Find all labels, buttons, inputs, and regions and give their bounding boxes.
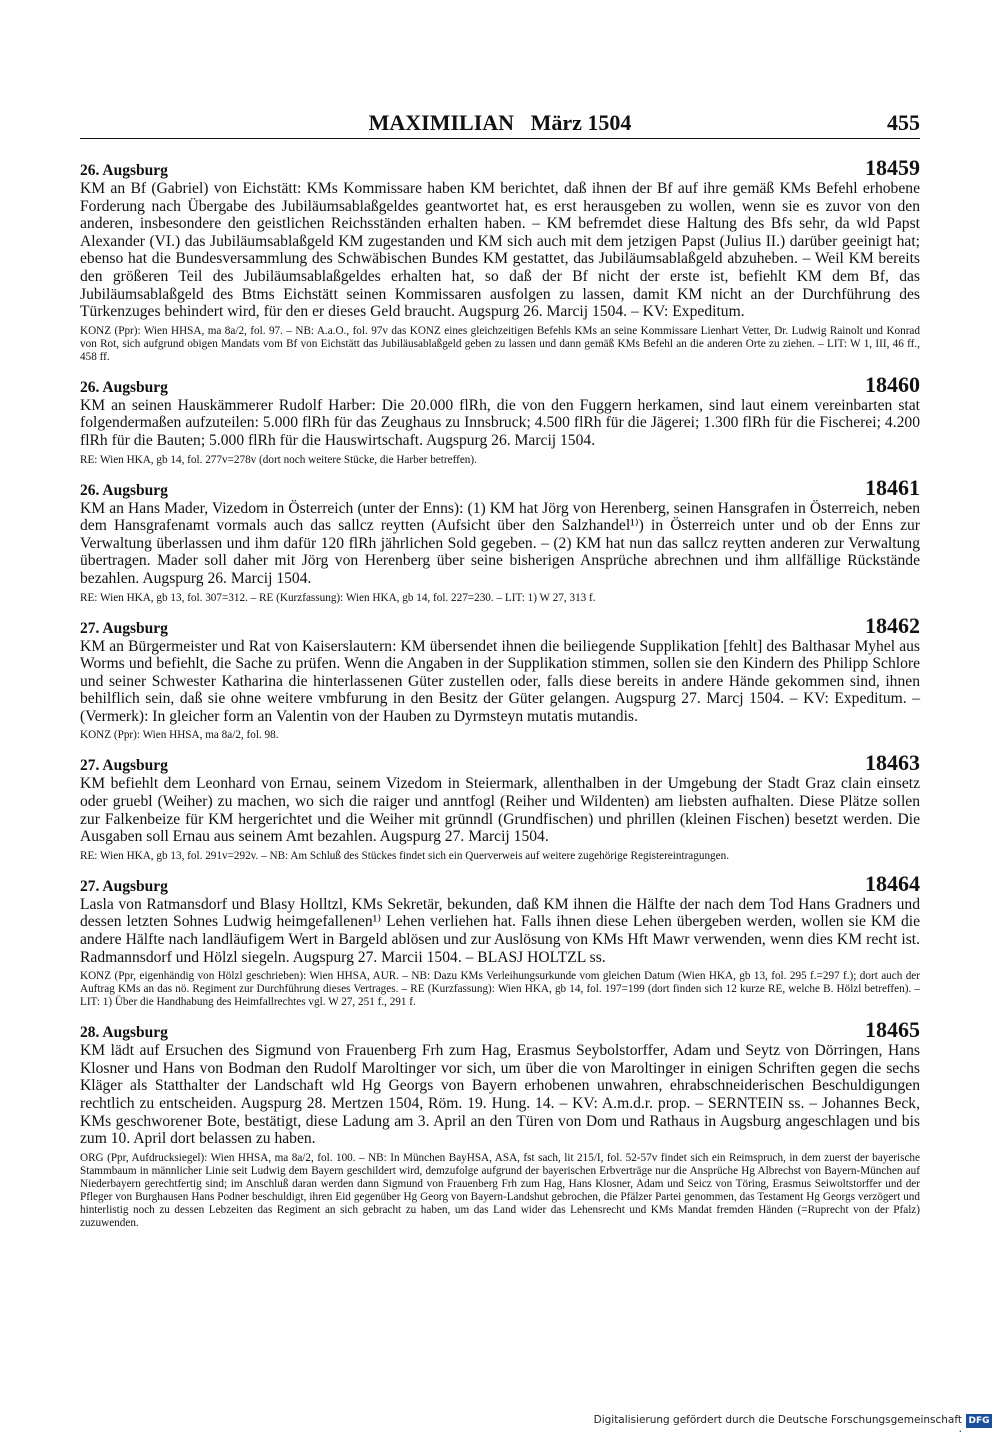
entry-number: 18464: [865, 870, 920, 896]
entry-place-date: 27. Augsburg: [80, 619, 168, 637]
entry-text: KM an Hans Mader, Vizedom in Österreich (unter der Enns): (1) KM hat Jörg von Herenberg, seinen Hansgrafen in Österreich, neben dem Hansgrafenamt vormals auch das sallcz reytten (Aufsicht über den Salzhandel¹⁾) in Österreich unter und ob der Enns zur Verwaltung überlassen und ihm dafür 120 flRh jährlichen Sold gegeben. – (2) KM hat nun das sallcz reytten anderen zur Verwaltung übertragen. Mader soll daher mit Jörg von Herenberg über seine bisherigen Ansprüche abrechnen und ihm allfällige Rückstände bezahlen. Augspurg 26. Marcij 1504.: [80, 499, 920, 587]
entry-place-date: 28. Augsburg: [80, 1024, 168, 1042]
entry: [80, 155, 920, 364]
entry-number: 18459: [865, 155, 920, 180]
entry-text: KM befiehlt dem Leonhard von Ernau, seinem Vizedom in Steiermark, allenthalben in der Umgebung der Stadt Graz clain einsetz oder gruebl (Weiher) zu machen, wo sich die raiger und anntfogl (Reiher und Wildenten) am liebsten aufhalten. Diese Plätze sollen zur Falkenbeize für KM hergerichtet und die Weiher mit grünndl (Grundfischen) und phrillen (kleinen Fischen) besetzt werden. Die Ausgaben soll Ernau aus seinem Amt bezahlen. Augspurg 27. Marcij 1504.: [80, 775, 920, 846]
entry-place-date: 26. Augsburg: [80, 162, 168, 179]
entry-note: RE: Wien HKA, gb 14, fol. 277v=278v (dort noch weitere Stücke, die Harber betreffen).: [80, 453, 477, 466]
entry: [80, 750, 920, 862]
entry-number: 18461: [865, 474, 920, 500]
header-title: MAXIMILIAN März 1504: [368, 110, 632, 135]
entry: [80, 1017, 920, 1230]
entry-text: KM an seinen Hauskämmerer Rudolf Harber: Die 20.000 flRh, die von den Fuggern herkamen, sind laut einem vereinbarten stat folgendermaßen aufzuteilen: 5.000 flRh für das Zeughaus zu Innsbruck; 4.500 flRh für die Jägerei; 1.300 flRh für die Fischerei; 4.200 flRh für die Bauten; 5.000 flRh für die Hauswirtschaft. Augspurg 26. Marcij 1504.: [80, 396, 920, 449]
header-rule: [80, 138, 920, 139]
entry-heading: [80, 1017, 920, 1043]
entry-note: ORG (Ppr, Aufdrucksiegel): Wien HHSA, ma 8a/2, fol. 100. – NB: In München BayHSA, ASA, fst sach, lit 215/I, fol. 52-57v findet sich ein Reimspruch, in dem zuerst der bayerische Stammbaum in männlicher Linie seit Ludwig dem Bayern geschildert wird, demzufolge aufgrund der bayerischen Erbverträge nur die Ansprüche Hg Albrechst von Bayern-München auf Niederbayern gerechtfertig sind; im Anschluß daran werden dann Sigmund von Frauenberg Frh zum Hag, Hans Klosner, Adam und Seicz von Töring, Erasmus Seiwoltstorffer und der Pfleger von Burghausen Hans Podner beschuldigt, ihren Eid gegenüber Hg Georg von Bayern-Landshut gebrochen, die Pfälzer Partei genommen, das Testament Hg Georgs verzögert und hinterlistig noch zu dessen Lebzeiten das Regiment an sich gebracht zu haben, um das Land wider das Lehensrecht und KMs Mandat fremden Händen (=Ruprecht von der Pfalz) zuzuwenden.: [80, 1151, 920, 1229]
entry: [80, 371, 920, 467]
entry-text: KM lädt auf Ersuchen des Sigmund von Frauenberg Frh zum Hag, Erasmus Seybolstorffer, Adam und Seytz von Dörringen, Hans Klosner und Hans von Bodman den Rudolf Maroltinger vor sich, um über die von Maroltinger in einigen Schriften gegen die sechs Kläger als Statthalter der Landschaft wld Hg Georgs von Bayern erhobenen unwahren, ehrabschneiderischen Beschuldigungen rechtlich zu entscheiden. Augspurg 28. Mertzen 1504, Röm. 19. Hung. 14. – KV: A.m.d.r. prop. – SERNTEIN ss. – Johannes Beck, KMs geschworener Bote, bestätigt, diese Ladung am 3. April an den Türen von Dom und Rathaus in Augsburg angeschlagen und bis zum 10. April dort belassen zu haben.: [80, 1042, 920, 1148]
dfg-logo-icon: DFG: [966, 1414, 992, 1428]
page-number: 455: [887, 110, 920, 135]
entries-list: [80, 155, 920, 1241]
entry-note: KONZ (Ppr): Wien HHSA, ma 8a/2, fol. 97. – NB: A.a.O., fol. 97v das KONZ eines gleichzeitigen Befehls KMs an seine Kommissare Lienhart Vetter, Dr. Ludwig Rainolt und Konrad von Rot, sich aufgrund obigen Mandats vom Bf von Eichstätt das Jubiläusablaßgeld geben zu lassen und dann gemäß KMs Befehl an die anderen Orte zu ziehen. – LIT: W 1, III, 46 ff., 458 ff.: [80, 324, 920, 363]
entry-place-date: 27. Augsburg: [80, 757, 168, 775]
entry-text: KM an Bf (Gabriel) von Eichstätt: KMs Kommissare haben KM berichtet, daß ihnen der Bf auf ihre gemäß KMs Befehl erhobene Forderung nach Übergabe des Jubiläumsablaßgeldes geantwortet hat, es erst herausgeben zu wollen, wenn sie es zuvor von den anderen, insbesondere den geistlichen Reichsständen erhalten haben. – KM befremdet diese Haltung des Bfs sehr, da wld Papst Alexander (VI.) das Jubiläumsablaßgeld KM zugestanden und KM sich auch mit dem jetzigen Papst (Julius II.) darüber geeinigt hat; ebenso hat die Bundesversammlung des Schwäbischen Bundes KM gestattet, das Jubiläumsablaßgeld abzuheben. – Weil KM bereits den größeren Teil des Jubiläumsablaßgeldes erhalten hat, so daß der Bf nicht der erste ist, befiehlt KM dem Bf, das Jubiläumsablaßgeld des Btms Eichstätt seinen Kommissaren ausfolgen zu lassen, damit KM nicht an der Durchführung des Türkenzuges behindert wird, für den er dieses Geld braucht. Augspurg 26. Marcij 1504. – KV: Expeditum.: [80, 180, 920, 321]
entry-heading: [80, 750, 920, 776]
entry-heading: [80, 870, 920, 896]
entry: [80, 870, 920, 1009]
entry-text: Lasla von Ratmansdorf und Blasy Holltzl, KMs Sekretär, bekunden, daß KM ihnen die Hälfte der nach dem Tod Hans Gradners und dessen letzten Sohnes Ludwig heimgefallenen¹⁾ Lehen verliehen hat. Falls ihnen diese Lehen übergeben werden, wollen sie KM die andere Hälfte nach landläufigem Wert in Bargeld ablösen und zur Auslösung von KMs Hft Mawr verwenden, wenn dies KM recht ist. Radmannsdorf und Hölzl siegeln. Augspurg 27. Marcii 1504. – BLASJ HOLTZL ss.: [80, 895, 920, 966]
entry-heading: [80, 612, 920, 638]
entry-place-date: 26. Augsburg: [80, 481, 168, 499]
entry: [80, 612, 920, 743]
entry-note: RE: Wien HKA, gb 13, fol. 307=312. – RE (Kurzfassung): Wien HKA, gb 14, fol. 227=230. – LIT: 1) W 27, 313 f.: [80, 591, 596, 604]
entry-number: 18462: [865, 612, 920, 638]
entry-heading: [80, 474, 920, 500]
entry-place-date: 27. Augsburg: [80, 877, 168, 895]
entry-number: 18463: [865, 750, 920, 776]
entry-number: 18465: [865, 1017, 920, 1043]
entry-heading: [80, 155, 920, 180]
entry-note: KONZ (Ppr, eigenhändig von Hölzl geschrieben): Wien HHSA, AUR. – NB: Dazu KMs Verleihungsurkunde vom gleichen Datum (Wien HKA, gb 13, fol. 295 f.=297 f.); dort auch der Auftrag KMs an das nö. Regiment zur Durchführung dieses Vertrages. – RE (Kurzfassung): Wien HKA, gb 14, fol. 197=199 (dort finden sich 12 kurze RE, welche B. Hölzl betreffen). – LIT: 1) Über die Handhabung des Heimfallrechtes vgl. W 27, 251 f., 291 f.: [80, 970, 920, 1009]
digitization-credit: Digitalisierung gefördert durch die Deutsche Forschungsgemeinschaft ·: [593, 1414, 962, 1438]
running-header: [80, 104, 920, 138]
entry-heading: [80, 371, 920, 397]
entry: [80, 474, 920, 605]
entry-place-date: 26. Augsburg: [80, 378, 168, 396]
entry-note: KONZ (Ppr): Wien HHSA, ma 8a/2, fol. 98.: [80, 729, 279, 742]
entry-number: 18460: [865, 371, 920, 397]
entry-text: KM an Bürgermeister und Rat von Kaiserslautern: KM übersendet ihnen die beiliegende Supplikation [fehlt] des Balthasar Myhel aus Worms und befiehlt, die Sache zu prüfen. Wenn die Angaben in der Supplikation stimmen, sollen sie den Kindern des Philipp Schlore und seiner Schwester Katharina die hinterlassenen Güter zustellen oder, falls diese bereits in andere Hände gekommen sind, ihnen behilflich sein, daß sie ohne weitere vmbfurung in den Besitz der Güter gelangen. Augspurg 27. Marcj 1504. – KV: Expeditum. – (Vermerk): In gleicher form an Valentin von der Hauben zu Dyrmsteyn mutatis mutandis.: [80, 637, 920, 725]
entry-note: RE: Wien HKA, gb 13, fol. 291v=292v. – NB: Am Schluß des Stückes findet sich ein Querverweis auf weitere zugehörige Registereintragungen.: [80, 849, 729, 862]
